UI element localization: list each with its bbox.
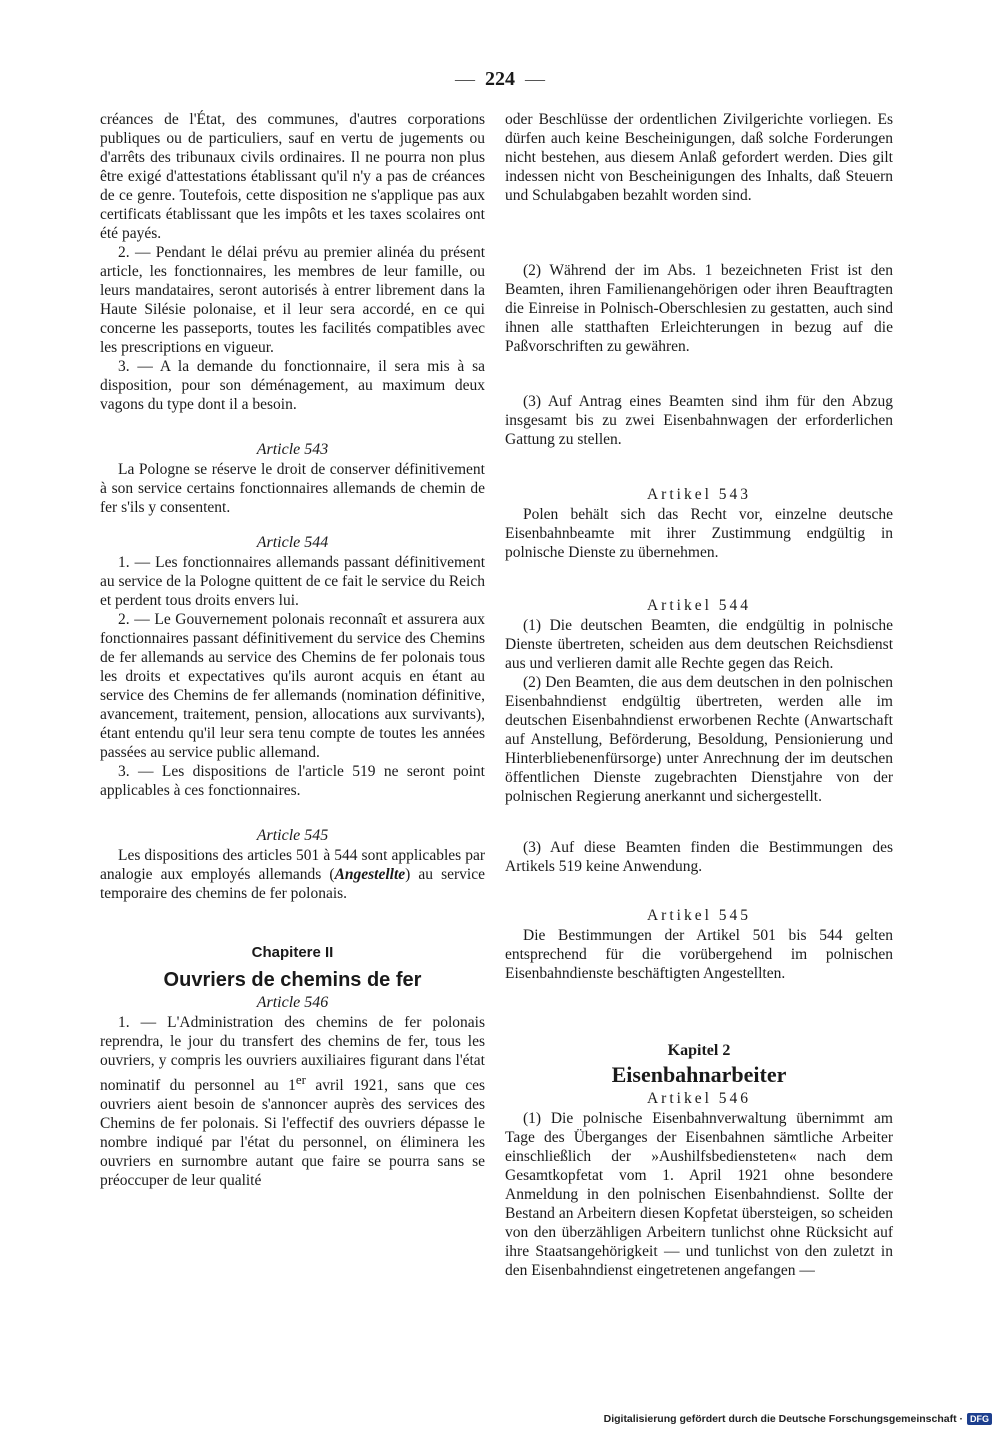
fr-article-545-emphasis: Angestellte — [334, 866, 406, 883]
fr-paragraph-1: créances de l'État, des communes, d'autres corporations publiques ou de particuliers, sauf en vertu de jugements ou d'arrêts des tribunaux civils ordinaires. Il ne pourra non plus être exigé d'attestations établissant qu'il n'y a pas de créances de ce genre. Toutefois, cette disposition ne s'applique pas aux certificats établissant que les impôts et les taxes scolaires ont été payés. — [100, 111, 485, 242]
fr-article-546-title: Article 546 — [256, 994, 329, 1011]
french-column — [100, 110, 485, 1190]
fr-article-543-title: Article 543 — [256, 441, 329, 458]
de-paragraph-1: oder Beschlüsse der ordentlichen Zivilgerichte vorliegen. Es dürfen auch keine Bescheinigungen, daß solche Forderungen nicht bestehen, aus diesem Anlaß gefordert werden. Dies gilt indessen nicht von Bescheinigungen des Inhalts, daß Steuern und Schulabgaben bezahlt worden sind. — [505, 111, 893, 204]
dfg-logo: DFG — [967, 1413, 992, 1425]
de-chapter-label: Kapitel 2 — [667, 1042, 731, 1059]
de-article-546-title: Artikel 546 — [646, 1090, 752, 1107]
fr-paragraph-3: 3. — A la demande du fonctionnaire, il sera mis à sa disposition, pour son déménagement, au maximum deux vagons du type dont il a besoin. — [100, 358, 485, 413]
fr-article-544-title: Article 544 — [256, 534, 329, 551]
page-number — [0, 68, 1000, 91]
fr-article-546-sup: er — [295, 1072, 306, 1087]
fr-chapter-title: Ouvriers de chemins de fer — [163, 969, 422, 991]
fr-article-545-title: Article 545 — [256, 827, 329, 844]
fr-paragraph-2: 2. — Pendant le délai prévu au premier alinéa du présent article, les fonctionnaires, les membres de leur famille, ou leurs mandataires, seront autorisés à entrer librement dans la Haute Silésie polonaise, et il leur sera accordé, en ce qui concerne les passeports, toutes les facilités compatibles avec les prescriptions en vigueur. — [100, 244, 485, 356]
de-article-543-title: Artikel 543 — [646, 486, 752, 503]
de-paragraph-2: (2) Während der im Abs. 1 bezeichneten Frist ist den Beamten, ihren Familienangehörigen oder ihren Beauftragten die Einreise in Polnisch-Oberschlesien zu gestatten, auch sind ihnen alle statthaften Erleichterungen in bezug auf die Paßvorschriften zu gewähren. — [505, 262, 893, 355]
fr-article-545-text-a: Les dispositions des articles 501 à 544 sont applicables par analogie aux employés allemands ( — [100, 847, 485, 883]
de-article-546-text: (1) Die polnische Eisenbahnverwaltung übernimmt am Tage des Überganges der Eisenbahnen sämtliche Arbeiter einschließlich der »Aushilfsbediensteten« nach dem Gesamtkopfetat vom 1. April 1921 ohne besondere Anmeldung in den polnischen Eisenbahndienst. Sollte der Bestand an Arbeitern diesen Kopfetat übersteigen, so scheiden von den überzähligen Arbeitern tunlichst ohne Rücksicht auf ihre Staatsangehörigkeit — und tunlichst von den zuletzt in den Eisenbahndienst eingetretenen angefangen — — [505, 1110, 893, 1279]
footer-text: Digitalisierung gefördert durch die Deutsche Forschungsgemeinschaft · — [603, 1413, 963, 1425]
de-article-545-text: Die Bestimmungen der Artikel 501 bis 544 gelten entsprechend für die vorübergehend im polnischen Eisenbahndienste beschäftigten Angestellten. — [505, 927, 893, 982]
page-number-value: 224 — [485, 68, 515, 90]
fr-article-544-p1: 1. — Les fonctionnaires allemands passant définitivement au service de la Pologne quittent de ce fait le service du Reich et perdent tous droits envers lui. — [100, 554, 485, 609]
fr-article-546-text-a: 1. — L'Administration des chemins de fer polonais reprendra, le jour du transfert des chemins de fer, tous les ouvriers, y compris les ouvriers auxiliaires figurant dans l'état nominatif du personnel au 1 — [100, 1014, 485, 1095]
fr-article-545-text-b: ) au service temporaire des chemins de fer polonais. — [100, 866, 485, 902]
fr-chapter-label: Chapitere II — [251, 944, 334, 961]
de-article-544-title: Artikel 544 — [646, 597, 752, 614]
de-chapter-title: Eisenbahnarbeiter — [611, 1062, 787, 1087]
de-article-544-p3: (3) Auf diese Beamten finden die Bestimmungen des Artikels 519 keine Anwendung. — [505, 839, 893, 875]
de-paragraph-3: (3) Auf Antrag eines Beamten sind ihm für den Abzug insgesamt bis zu zwei Eisenbahnwagen der erforderlichen Gattung zu stellen. — [505, 393, 893, 448]
de-article-543-text: Polen behält sich das Recht vor, einzelne deutsche Eisenbahnbeamte mit ihrer Zustimmung endgültig in polnische Dienste zu übernehmen. — [505, 506, 893, 561]
fr-article-544-p2: 2. — Le Gouvernement polonais reconnaît et assurera aux fonctionnaires passant définitivement du service des Chemins de fer allemands au service des Chemins de fer polonais tous les droits et expectatives qu'ils auront acquis en étant au service des Chemins de fer allemands (nomination définitive, avancement, traitement, pension, allocations aux survivants), étant entendu qu'il leur sera tenu compte de toutes les années passées au service public allemand. — [100, 611, 485, 761]
fr-article-543-text: La Pologne se réserve le droit de conserver définitivement à son service certains fonctionnaires allemands de chemin de fer s'ils y consentent. — [100, 461, 485, 516]
page-number-dash-left: — — [455, 68, 475, 90]
fr-article-545-text — [100, 846, 485, 903]
page-number-dash-right: — — [525, 68, 545, 90]
fr-article-544-p3: 3. — Les dispositions de l'article 519 ne seront point applicables à ces fonctionnaires. — [100, 763, 485, 799]
fr-article-546-text-b: avril 1921, sans que ces ouvriers aient besoin de s'annoncer auprès des services des Chemins de fer polonais. Si l'effectif des ouvriers dépasse le nombre indiqué par l'état du personnel, on éliminera les ouvriers en surnombre autant que faire se pourra sans se préoccuper de leur qualité — [100, 1077, 485, 1190]
digitization-footer — [604, 1413, 992, 1425]
de-article-544-p1: (1) Die deutschen Beamten, die endgültig in polnische Dienste übertreten, scheiden aus dem deutschen Reichsdienst aus und verlieren damit alle Rechte gegen das Reich. — [505, 617, 893, 672]
de-article-545-title: Artikel 545 — [646, 907, 752, 924]
german-column — [505, 110, 893, 1280]
de-article-544-p2: (2) Den Beamten, die aus dem deutschen in den polnischen Eisenbahndienst endgültig übertreten, werden alle im deutschen Eisenbahndienst erworbenen Rechte (Anwartschaft auf Anstellung, Beförderung, Besoldung, Pensionierung und Hinterbliebenenfürsorge) unter Anrechnung der im deutschen öffentlichen Dienste zugebrachten Dienstjahre von der polnischen Regierung anerkannt und sichergestellt. — [505, 674, 893, 805]
fr-article-546-text — [100, 1013, 485, 1190]
